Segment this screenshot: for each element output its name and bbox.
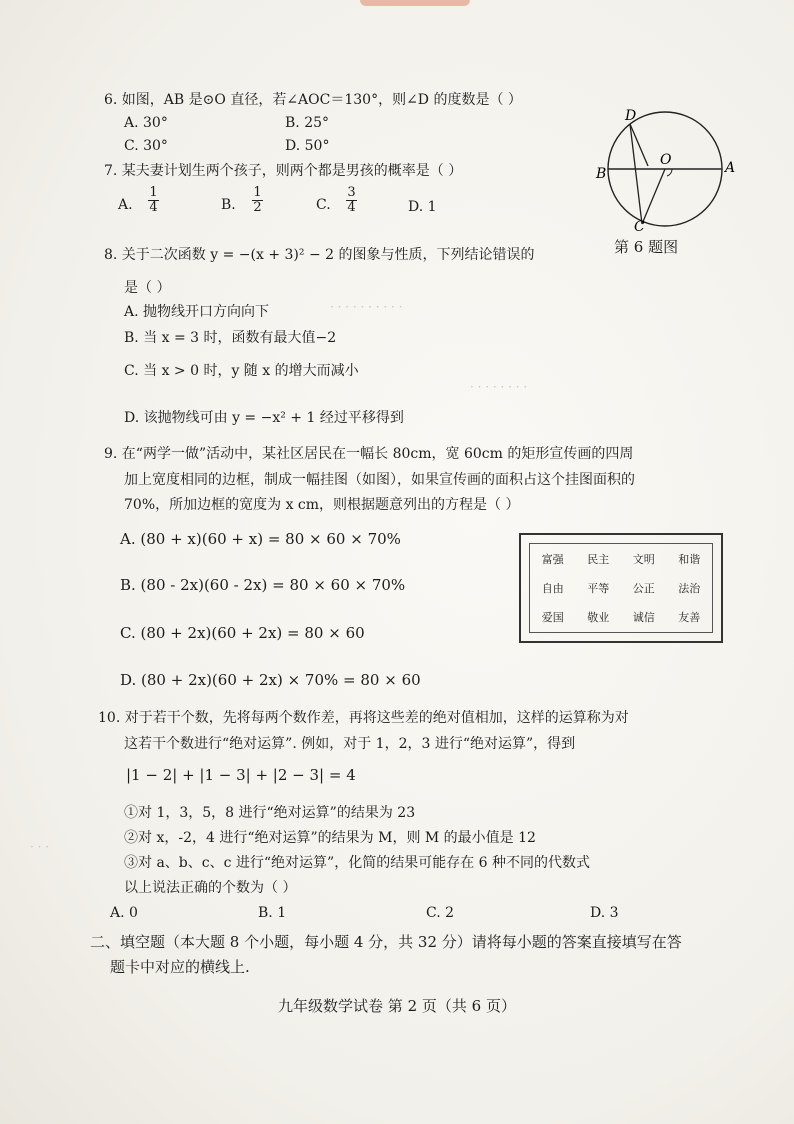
poster-word: 敬业 <box>587 611 610 625</box>
label-d: D <box>625 108 637 124</box>
denominator: 4 <box>149 200 158 216</box>
q7-option-b-fraction <box>252 186 263 216</box>
q9-option-a: A. (80 + x)(60 + x) = 80 × 60 × 70% <box>120 530 401 548</box>
q6-option-d: D. 50° <box>285 138 330 154</box>
section-2-heading: 二、填空题（本大题 8 个小题，每小题 4 分，共 32 分）请将每小题的答案直接填写在答 <box>90 933 682 951</box>
numerator: 3 <box>347 185 356 200</box>
q8-option-c: C. 当 x > 0 时，y 随 x 的增大而减小 <box>124 363 359 379</box>
q9-line-3: 70%，所加边框的宽度为 x cm，则根据题意列出的方程是（ ） <box>124 497 520 513</box>
q6-option-b: B. 25° <box>285 115 330 131</box>
q10-statement-1: ①对 1，3，5，8 进行“绝对运算”的结果为 23 <box>124 805 416 821</box>
q8-option-d: D. 该抛物线可由 y = −x² + 1 经过平移得到 <box>124 410 404 426</box>
q9-option-c: C. (80 + 2x)(60 + 2x) = 80 × 60 <box>120 624 365 642</box>
q9-line-2: 加上宽度相同的边框，制成一幅挂图（如图），如果宣传画的面积占这个挂图面积的 <box>124 472 635 488</box>
poster-word: 民主 <box>587 552 610 566</box>
q7-option-d: D. 1 <box>408 199 437 215</box>
poster-word: 法治 <box>678 581 701 595</box>
label-c: C <box>634 219 645 234</box>
poster-word: 平等 <box>587 581 610 595</box>
angle-mark <box>667 169 672 176</box>
section-2-heading-cont: 题卡中对应的横线上. <box>110 958 250 976</box>
q6-circle-figure <box>592 104 742 234</box>
q6-option-c: C. 30° <box>124 138 168 154</box>
q6-figure-caption: 第 6 题图 <box>614 238 679 256</box>
q7-stem: 7. 某夫妻计划生两个孩子，则两个都是男孩的概率是（ ） <box>104 163 463 179</box>
poster-word: 公正 <box>632 581 655 595</box>
q10-option-b: B. 1 <box>258 905 287 921</box>
denominator: 2 <box>253 200 262 216</box>
q8-option-b: B. 当 x = 3 时，函数有最大值−2 <box>124 330 337 346</box>
poster-word: 诚信 <box>632 611 655 625</box>
denominator: 4 <box>347 200 356 216</box>
q9-line-1: 9. 在“两学一做”活动中，某社区居民在一幅长 80cm，宽 60cm 的矩形宣传画的四周 <box>104 446 634 462</box>
poster-word: 富强 <box>541 552 564 566</box>
q10-line-2: 这若干个数进行“绝对运算”. 例如，对于 1，2，3 进行“绝对运算”，得到 <box>124 736 576 752</box>
poster-word: 自由 <box>541 581 564 595</box>
numerator: 1 <box>253 185 262 200</box>
poster-word: 爱国 <box>541 611 564 625</box>
numerator: 1 <box>149 185 158 200</box>
q8-stem-cont: 是（ ） <box>124 280 171 296</box>
q10-line-1: 10. 对于若干个数，先将每两个数作差，再将这些差的绝对值相加，这样的运算称为对 <box>98 710 629 726</box>
poster-word: 文明 <box>632 552 655 566</box>
q7-option-a-fraction <box>148 186 159 216</box>
q10-formula: |1 − 2| + |1 − 3| + |2 − 3| = 4 <box>126 766 356 784</box>
show-through: · · · · · · · · <box>470 380 528 394</box>
q10-statement-4: 以上说法正确的个数为（ ） <box>124 880 297 896</box>
q10-option-d: D. 3 <box>590 905 619 921</box>
q6-option-a: A. 30° <box>124 115 168 131</box>
poster-word: 和谐 <box>678 552 701 566</box>
segment-oc <box>642 169 665 224</box>
show-through: · · · <box>30 840 50 854</box>
poster-word: 友善 <box>678 611 701 625</box>
top-edge-mark <box>360 0 470 6</box>
q8-option-a: A. 抛物线开口方向向下 <box>124 304 270 320</box>
q6-stem: 6. 如图，AB 是⊙O 直径，若∠AOC＝130°，则∠D 的度数是（ ） <box>104 92 522 108</box>
q7-option-c-label: C. <box>316 197 331 213</box>
q9-option-b: B. (80 - 2x)(60 - 2x) = 80 × 60 × 70% <box>120 576 406 594</box>
q9-option-d: D. (80 + 2x)(60 + 2x) × 70% = 80 × 60 <box>120 671 421 689</box>
q10-statement-3: ③对 a、b、c、c 进行“绝对运算”，化简的结果可能存在 6 种不同的代数式 <box>124 855 591 871</box>
q7-option-a-label: A. <box>118 197 133 213</box>
q10-statement-2: ②对 x，-2，4 进行“绝对运算”的结果为 M，则 M 的最小值是 12 <box>124 830 536 846</box>
q8-stem: 8. 关于二次函数 y = −(x + 3)² − 2 的图象与性质，下列结论错误的 <box>104 247 535 263</box>
poster-inner <box>529 543 713 633</box>
label-o: O <box>660 152 672 168</box>
q9-poster-figure <box>519 533 723 643</box>
q10-option-c: C. 2 <box>426 905 455 921</box>
q7-option-c-fraction <box>346 186 357 216</box>
q10-option-a: A. 0 <box>110 905 138 921</box>
label-b: B <box>596 166 607 182</box>
page-footer: 九年级数学试卷 第 2 页（共 6 页） <box>278 997 516 1015</box>
show-through: · · · · · · · · · · <box>330 300 403 314</box>
q7-option-b-label: B. <box>221 197 236 213</box>
label-a: A <box>725 160 736 176</box>
